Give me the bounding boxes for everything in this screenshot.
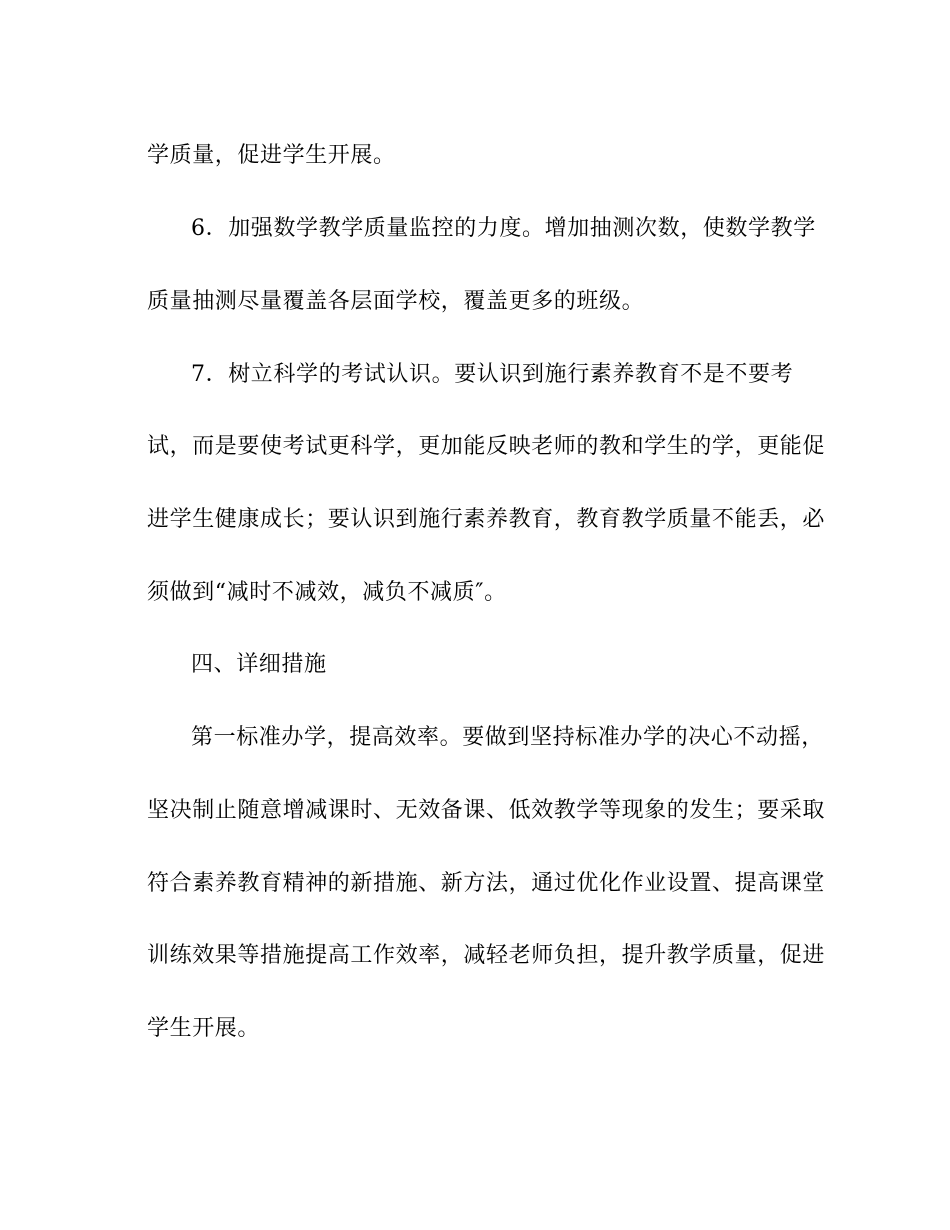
text-line: 须做到“减时不减效，减负不减质″。 (147, 580, 507, 605)
section-heading: 四、详细措施 (191, 652, 327, 677)
text-line: 坚决制止随意增减课时、无效备课、低效教学等现象的发生；要采取 (147, 798, 826, 823)
text-line: 学生开展。 (147, 1016, 261, 1041)
text-line: 训练效果等措施提高工作效率，减轻老师负担，提升教学质量，促进 (147, 943, 826, 968)
text-line: 质量抽测尽量覆盖各层面学校，覆盖更多的班级。 (147, 289, 645, 314)
text-line: 进学生健康成长；要认识到施行素养教育，教育教学质量不能丢，必 (147, 507, 826, 532)
text-line: 第一标准办学，提高效率。要做到坚持标准办学的决心不动摇， (191, 725, 824, 750)
text-line: 学质量，促进学生开展。 (147, 143, 396, 168)
text-line: 7．树立科学的考试认识。要认识到施行素养教育不是不要考 (191, 362, 794, 387)
text-line: 符合素养教育精神的新措施、新方法，通过优化作业设置、提高课堂 (147, 871, 826, 896)
text-line: 试，而是要使考试更科学，更加能反映老师的教和学生的学，更能促 (147, 434, 826, 459)
text-line: 6．加强数学教学质量监控的力度。增加抽测次数，使数学教学 (191, 216, 816, 241)
